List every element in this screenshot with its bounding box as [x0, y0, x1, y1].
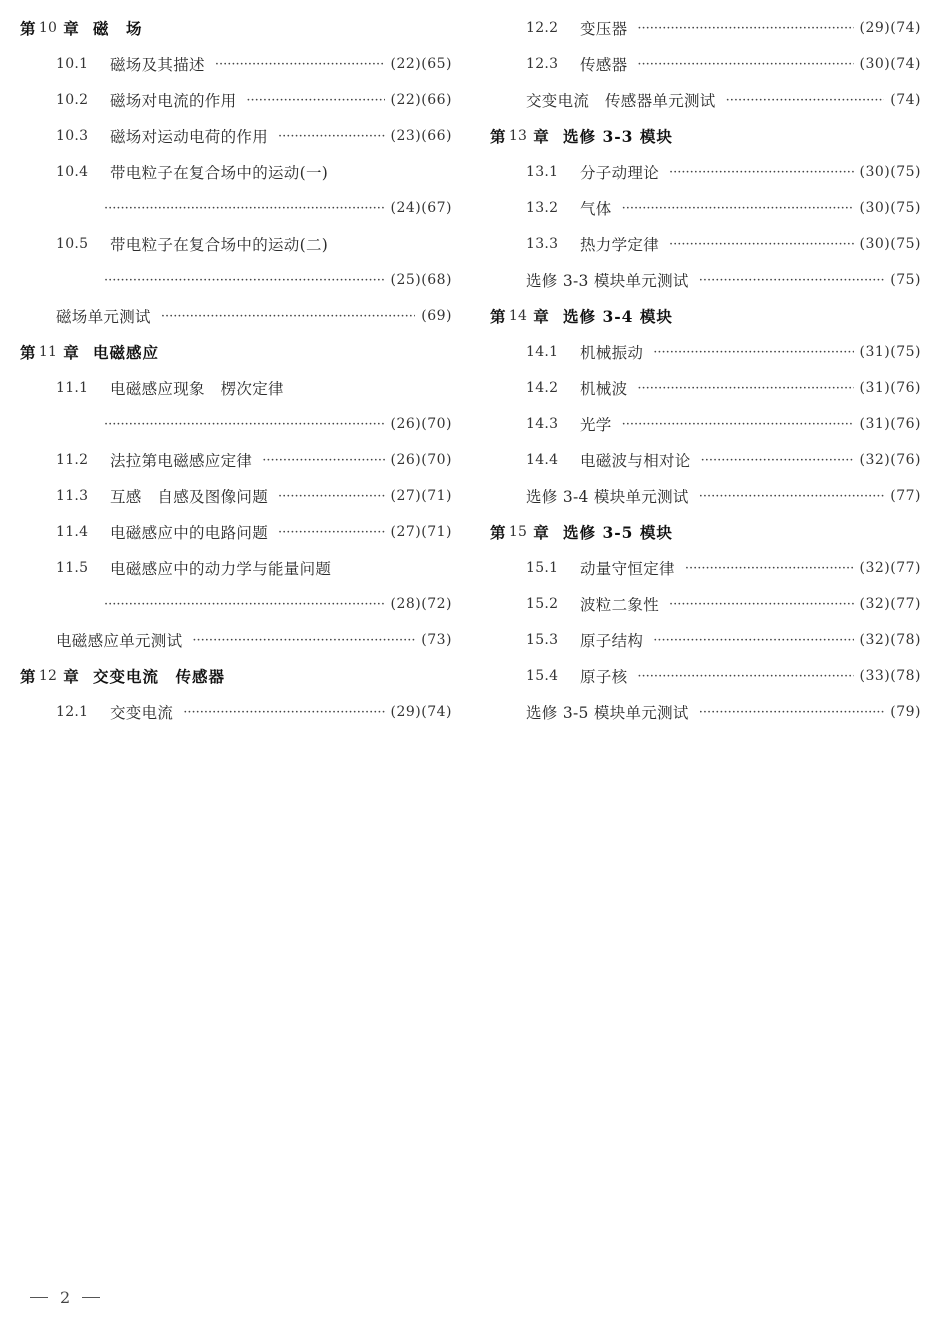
chapter-suffix: 章	[63, 19, 80, 38]
footer-dash-right	[82, 1297, 100, 1298]
section-title: 法拉第电磁感应定律	[110, 452, 253, 470]
page-reference: (32)(78)	[859, 632, 921, 648]
toc-entry	[490, 442, 921, 478]
chapter-heading	[490, 298, 921, 334]
section-title: 磁场对运动电荷的作用	[110, 128, 269, 146]
section-title: 电磁波与相对论	[580, 452, 691, 470]
page-reference: (31)(76)	[859, 380, 921, 396]
dot-leader	[104, 417, 385, 432]
section-number: 12.2	[526, 20, 559, 36]
chapter-suffix: 章	[533, 307, 550, 326]
page-reference: (28)(72)	[390, 596, 452, 612]
dot-leader	[726, 93, 885, 108]
page-reference: (32)(77)	[859, 596, 921, 612]
page-reference: (25)(68)	[390, 272, 452, 288]
section-title: 热力学定律	[580, 236, 660, 254]
section-number: 15.3	[526, 632, 559, 648]
dot-leader	[183, 705, 384, 720]
section-title: 机械波	[580, 380, 628, 398]
page-reference: (77)	[890, 488, 921, 504]
dot-leader	[653, 345, 853, 360]
chapter-prefix: 第	[490, 523, 506, 542]
dot-leader	[669, 237, 854, 252]
toc-entry	[490, 370, 921, 406]
dot-leader	[278, 525, 385, 540]
page-reference: (73)	[421, 632, 452, 648]
section-number: 11.4	[56, 524, 89, 540]
section-title: 动量守恒定律	[580, 560, 675, 578]
toc-entry	[20, 370, 452, 406]
toc-entry	[20, 118, 452, 154]
chapter-title: 电磁感应	[93, 343, 160, 362]
toc-entry	[20, 478, 452, 514]
section-number: 10.4	[56, 164, 89, 180]
dot-leader	[622, 201, 854, 216]
toc-entry-continuation	[20, 586, 452, 622]
toc-entry	[20, 82, 452, 118]
chapter-suffix: 章	[63, 343, 80, 362]
page-reference: (30)(74)	[859, 56, 921, 72]
section-title: 磁场及其描述	[110, 56, 205, 74]
dot-leader	[669, 597, 854, 612]
dot-leader	[637, 669, 853, 684]
chapter-number: 11	[38, 344, 58, 360]
unit-test-entry	[490, 694, 921, 730]
toc-entry	[490, 334, 921, 370]
section-title: 分子动理论	[580, 164, 660, 182]
unit-test-title: 选修 3-4 模块单元测试	[526, 488, 689, 506]
page-reference: (32)(76)	[859, 452, 921, 468]
section-title: 电磁感应中的电路问题	[110, 524, 269, 542]
toc-entry	[20, 46, 452, 82]
dot-leader	[278, 129, 385, 144]
page-reference: (79)	[890, 704, 921, 720]
toc-entry	[20, 442, 452, 478]
chapter-heading	[20, 10, 452, 46]
section-number: 15.1	[526, 560, 559, 576]
section-number: 13.2	[526, 200, 559, 216]
section-number: 13.3	[526, 236, 559, 252]
page-reference: (24)(67)	[390, 200, 452, 216]
chapter-heading	[20, 334, 452, 370]
chapter-heading	[490, 118, 921, 154]
dot-leader	[278, 489, 385, 504]
toc-entry	[20, 154, 452, 190]
section-title: 带电粒子在复合场中的运动(二)	[110, 236, 329, 254]
footer-dash-left	[30, 1297, 48, 1298]
chapter-title: 选修 3-3 模块	[563, 127, 673, 146]
page-reference: (29)(74)	[390, 704, 452, 720]
chapter-title: 交变电流 传感器	[93, 667, 226, 686]
section-number: 10.2	[56, 92, 89, 108]
chapter-number: 13	[508, 128, 528, 144]
section-title: 带电粒子在复合场中的运动(一)	[110, 164, 329, 182]
page-reference: (31)(76)	[859, 416, 921, 432]
section-number: 11.5	[56, 560, 89, 576]
chapter-number: 14	[508, 308, 528, 324]
unit-test-entry	[490, 82, 921, 118]
page-reference: (69)	[421, 308, 452, 324]
page-reference: (31)(75)	[859, 344, 921, 360]
page-footer	[30, 1288, 100, 1307]
chapter-number: 15	[508, 524, 528, 540]
section-title: 电磁感应中的动力学与能量问题	[110, 560, 332, 578]
chapter-heading	[490, 514, 921, 550]
page-reference: (33)(78)	[859, 668, 921, 684]
unit-test-title: 电磁感应单元测试	[56, 632, 183, 650]
dot-leader	[699, 705, 885, 720]
page-reference: (30)(75)	[859, 236, 921, 252]
dot-leader	[104, 597, 385, 612]
page-reference: (22)(65)	[390, 56, 452, 72]
unit-test-entry	[490, 262, 921, 298]
unit-test-entry	[20, 622, 452, 658]
section-number: 12.3	[526, 56, 559, 72]
section-title: 变压器	[580, 20, 628, 38]
section-number: 15.4	[526, 668, 559, 684]
section-title: 传感器	[580, 56, 628, 74]
dot-leader	[622, 417, 854, 432]
toc-entry-continuation	[20, 406, 452, 442]
page-reference: (29)(74)	[859, 20, 921, 36]
section-title: 气体	[580, 200, 612, 218]
dot-leader	[246, 93, 384, 108]
chapter-number: 10	[38, 20, 58, 36]
section-number: 11.3	[56, 488, 89, 504]
toc-entry	[20, 514, 452, 550]
dot-leader	[653, 633, 853, 648]
unit-test-title: 交变电流 传感器单元测试	[526, 92, 716, 110]
chapter-suffix: 章	[533, 127, 550, 146]
section-title: 机械振动	[580, 344, 644, 362]
page-reference: (30)(75)	[859, 164, 921, 180]
section-title: 电磁感应现象 楞次定律	[110, 380, 284, 398]
section-number: 13.1	[526, 164, 559, 180]
section-number: 11.2	[56, 452, 89, 468]
toc-entry	[20, 550, 452, 586]
section-number: 10.3	[56, 128, 89, 144]
chapter-title: 选修 3-5 模块	[563, 523, 673, 542]
chapter-title: 选修 3-4 模块	[563, 307, 673, 326]
chapter-heading	[20, 658, 452, 694]
dot-leader	[637, 381, 853, 396]
unit-test-entry	[20, 298, 452, 334]
dot-leader	[637, 57, 853, 72]
chapter-prefix: 第	[490, 127, 506, 146]
section-number: 15.2	[526, 596, 559, 612]
toc-entry	[20, 694, 452, 730]
section-title: 互感 自感及图像问题	[110, 488, 269, 506]
section-number: 12.1	[56, 704, 89, 720]
dot-leader	[192, 633, 415, 648]
page-reference: (32)(77)	[859, 560, 921, 576]
unit-test-entry	[490, 478, 921, 514]
toc-entry	[490, 10, 921, 46]
toc-entry	[490, 226, 921, 262]
page-reference: (23)(66)	[390, 128, 452, 144]
section-title: 波粒二象性	[580, 596, 660, 614]
toc-left-column	[20, 10, 452, 730]
dot-leader	[685, 561, 854, 576]
dot-leader	[699, 273, 885, 288]
section-title: 交变电流	[110, 704, 174, 722]
section-title: 原子结构	[580, 632, 644, 650]
chapter-suffix: 章	[533, 523, 550, 542]
toc-entry	[20, 226, 452, 262]
unit-test-title: 选修 3-3 模块单元测试	[526, 272, 689, 290]
unit-test-title: 选修 3-5 模块单元测试	[526, 704, 689, 722]
dot-leader	[215, 57, 385, 72]
toc-entry-continuation	[20, 190, 452, 226]
page-reference: (26)(70)	[390, 452, 452, 468]
section-title: 光学	[580, 416, 612, 434]
toc-entry-continuation	[20, 262, 452, 298]
dot-leader	[669, 165, 854, 180]
section-title: 原子核	[580, 668, 628, 686]
toc-entry	[490, 154, 921, 190]
chapter-suffix: 章	[63, 667, 80, 686]
unit-test-title: 磁场单元测试	[56, 308, 151, 326]
toc-entry	[490, 406, 921, 442]
page-reference: (26)(70)	[390, 416, 452, 432]
section-number: 10.1	[56, 56, 89, 72]
toc-entry	[490, 550, 921, 586]
section-number: 11.1	[56, 380, 89, 396]
page-reference: (75)	[890, 272, 921, 288]
toc-right-column	[490, 10, 921, 730]
chapter-number: 12	[38, 668, 58, 684]
section-number: 14.4	[526, 452, 559, 468]
section-number: 14.2	[526, 380, 559, 396]
chapter-prefix: 第	[20, 667, 36, 686]
toc-entry	[490, 190, 921, 226]
dot-leader	[104, 201, 385, 216]
chapter-prefix: 第	[490, 307, 506, 326]
section-number: 10.5	[56, 236, 89, 252]
dot-leader	[262, 453, 384, 468]
section-number: 14.1	[526, 344, 559, 360]
chapter-prefix: 第	[20, 343, 36, 362]
page-reference: (74)	[890, 92, 921, 108]
dot-leader	[637, 21, 853, 36]
dot-leader	[701, 453, 854, 468]
chapter-prefix: 第	[20, 19, 36, 38]
section-title: 磁场对电流的作用	[110, 92, 237, 110]
page-reference: (30)(75)	[859, 200, 921, 216]
section-number: 14.3	[526, 416, 559, 432]
toc-entry	[490, 622, 921, 658]
dot-leader	[161, 309, 415, 324]
page-number: 2	[60, 1288, 71, 1307]
page-reference: (27)(71)	[390, 524, 452, 540]
page-reference: (27)(71)	[390, 488, 452, 504]
page-reference: (22)(66)	[390, 92, 452, 108]
toc-entry	[490, 586, 921, 622]
dot-leader	[699, 489, 885, 504]
dot-leader	[104, 273, 385, 288]
toc-entry	[490, 46, 921, 82]
toc-entry	[490, 658, 921, 694]
chapter-title: 磁 场	[93, 19, 143, 38]
